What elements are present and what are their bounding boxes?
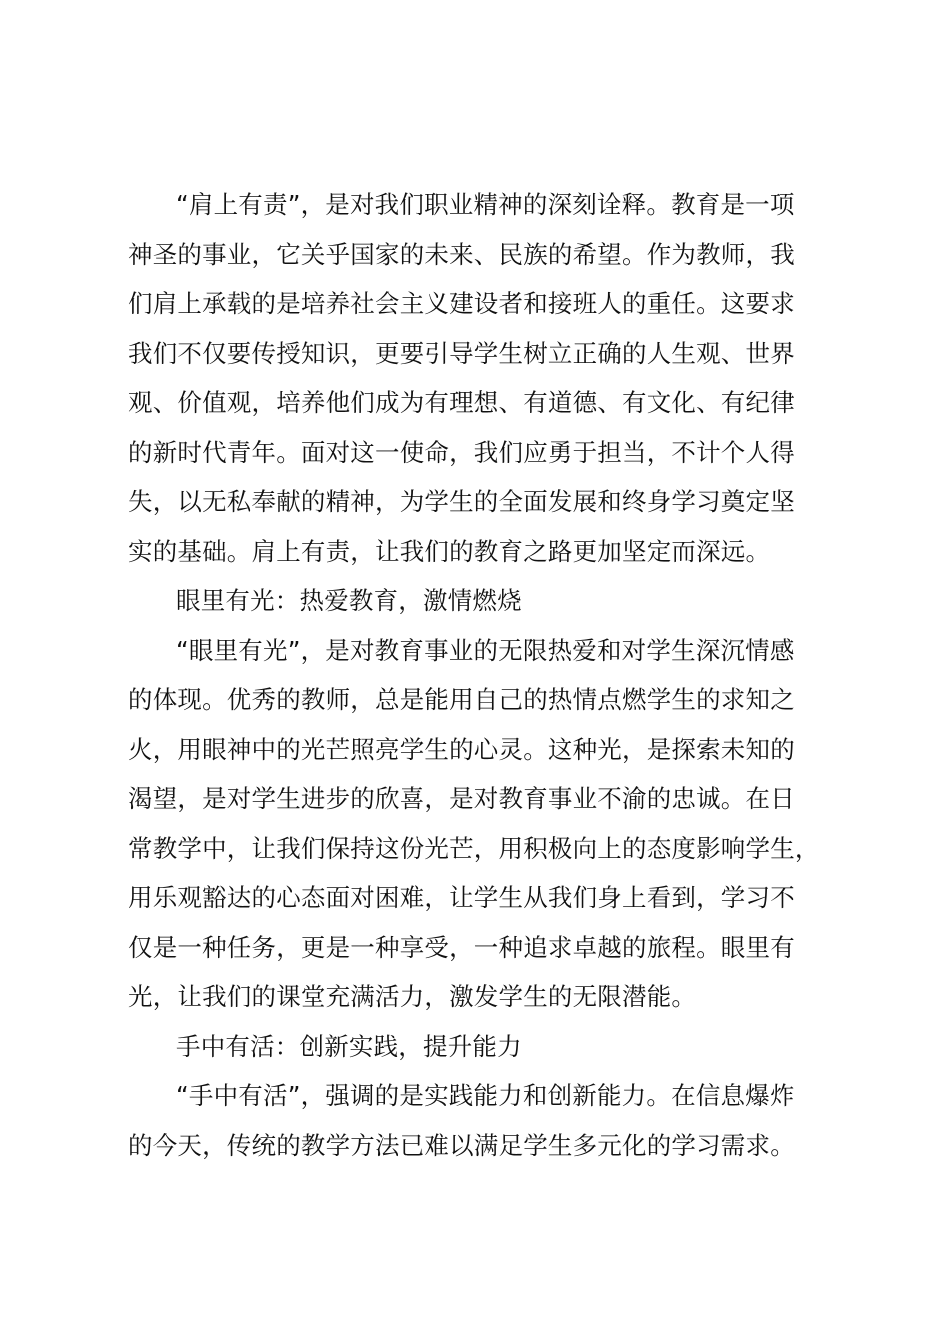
text-line: 常教学中，让我们保持这份光芒，用积极向上的态度影响学生， xyxy=(128,833,820,863)
text-line: 用乐观豁达的心态面对困难，让学生从我们身上看到，学习不 xyxy=(128,883,795,912)
text-line: 仅是一种任务，更是一种享受，一种追求卓越的旅程。眼里有 xyxy=(128,932,795,962)
section-heading: 眼里有光：热爱教育，激情燃烧 xyxy=(176,586,522,615)
text-line: 们肩上承载的是培养社会主义建设者和接班人的重任。这要求 xyxy=(128,289,795,318)
text-line: 神圣的事业，它关乎国家的未来、民族的希望。作为教师，我 xyxy=(128,239,795,269)
document-body xyxy=(128,180,848,1170)
text-line: 的体现。优秀的教师，总是能用自己的热情点燃学生的求知之 xyxy=(128,685,795,714)
text-line: 实的基础。肩上有责，让我们的教育之路更加坚定而深远。 xyxy=(128,536,771,566)
text-line: “肩上有责”，是对我们职业精神的深刻诠释。教育是一项 xyxy=(176,190,795,219)
section-heading: 手中有活：创新实践，提升能力 xyxy=(176,1031,522,1061)
text-line: 我们不仅要传授知识，更要引导学生树立正确的人生观、世界 xyxy=(128,338,795,368)
text-line: 失，以无私奉献的精神，为学生的全面发展和终身学习奠定坚 xyxy=(128,487,795,516)
text-line: 渴望，是对学生进步的欣喜，是对教育事业不渝的忠诚。在日 xyxy=(128,784,795,813)
text-line: 的新时代青年。面对这一使命，我们应勇于担当，不计个人得 xyxy=(128,437,795,467)
text-line: “手中有活”，强调的是实践能力和创新能力。在信息爆炸 xyxy=(176,1081,795,1110)
text-line: 观、价值观，培养他们成为有理想、有道德、有文化、有纪律 xyxy=(128,388,795,417)
text-line: 的今天，传统的教学方法已难以满足学生多元化的学习需求。 xyxy=(128,1130,795,1160)
text-line: 光，让我们的课堂充满活力，激发学生的无限潜能。 xyxy=(128,982,697,1011)
text-line: “眼里有光”，是对教育事业的无限热爱和对学生深沉情感 xyxy=(176,635,795,665)
text-line: 火，用眼神中的光芒照亮学生的心灵。这种光，是探索未知的 xyxy=(128,734,795,764)
